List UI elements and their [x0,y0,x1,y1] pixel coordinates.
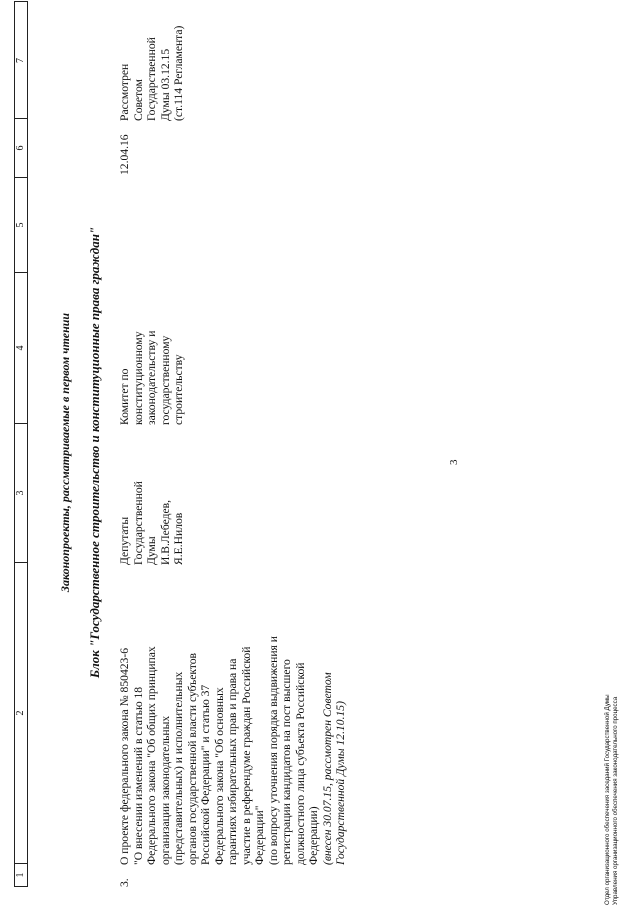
note-line: Государственной Думы 12.10.15) [334,701,347,865]
desc-line: Федерального закона "Об общих принципах [145,646,158,865]
committee-line: конституционному [131,331,145,425]
header-col-6: 6 [15,118,27,177]
author-line: Депутаты [118,516,131,565]
author-line: Думы [145,536,158,565]
header-col-2: 2 [15,562,27,863]
status-line: Государственной [145,37,158,121]
desc-line: организации законодательных [158,715,172,865]
desc-line: О проекте федерального закона № 850423-6 [118,648,131,865]
status-line: Советом [131,79,145,121]
header-col-5: 5 [15,177,27,272]
desc-line: органов государственной власти субъектов [185,652,199,865]
committee-line: законодательству и [145,330,158,425]
committee-line: Комитет по [118,368,131,425]
status-line: Думы 03.12.15 [158,48,172,121]
desc-line: Российской Федерации" и статью 37 [199,684,212,865]
status-line: Рассмотрен [118,63,131,121]
header-col-3: 3 [15,423,27,562]
responsible-committee [118,275,186,425]
bill-authors [118,425,186,565]
footer-line: Отдел организационного обеспечения заседаний Государственной Думы [604,694,611,905]
desc-line: участие в референдуме граждан Российской [239,646,253,865]
footer-line: Управления организационного обеспечения законодательного процесса [612,696,619,905]
page-footer [604,694,620,905]
desc-line: Федерации" [253,805,266,865]
deadline-date: 12.04.16 [118,134,131,175]
desc-line: Федерации) [307,806,320,865]
bill-status [118,1,186,121]
desc-line: (по вопросу уточнения порядка выдвижения и [266,636,280,865]
committee-line: строительству [172,354,185,425]
header-col-4: 4 [15,272,27,423]
author-line: Государственной [131,481,145,565]
desc-line: регистрации кандидатов на пост высшего [280,659,293,865]
desc-line: "О внесении изменений в статью 18 [131,686,145,865]
desc-line: (представительных) и исполнительных [172,671,185,865]
committee-line: государственному [158,335,172,425]
section-title: Законопроекты, рассматриваемые в первом чтении [58,312,72,593]
status-line: (ст.114 Регламента) [172,25,185,121]
table-header-row [14,1,28,887]
item-number: 3. [118,878,131,887]
author-line: Я.Е.Нилов [172,512,185,565]
block-title: Блок "Государственное строительство и конституционные права граждан" [87,226,102,679]
header-col-7: 7 [15,58,26,63]
note-line: (внесен 30.07.15, рассмотрен Советом [320,672,334,865]
header-col-1: 1 [15,863,27,886]
desc-line: гарантиях избирательных прав и права на [226,658,239,865]
desc-line: Федерального закона "Об основных [212,687,226,865]
desc-line: должностного лица субъекта Российской [293,662,307,865]
page-number: 3 [448,459,460,465]
author-line: И.В.Лебедев, [158,500,172,565]
